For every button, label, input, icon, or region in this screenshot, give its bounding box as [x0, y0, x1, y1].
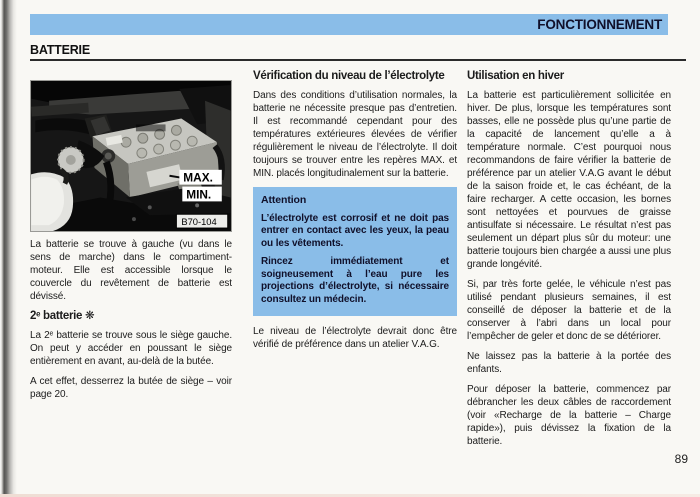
electrolyte-heading: Vérification du niveau de l’électrolyte	[253, 70, 445, 82]
book-binding-edge	[0, 0, 17, 497]
section-title: BATTERIE	[30, 43, 90, 57]
winter-para-2: Si, par très forte gelée, le véhicule n’est pas utilisé pendant plusieurs semaines, il est conseillé de déposer la batterie et de la conserver à l’abri dans un local pour l’empêcher de geler et donc de se détériorer.	[467, 279, 671, 342]
winter-heading: Utilisation en hiver	[467, 70, 564, 82]
max-label: MAX.	[183, 170, 213, 185]
winter-para-4: Pour déposer la batterie, commencez par débrancher les deux câbles de raccordement (voir «Recharge de la batterie – Charge rapide»), puis dévissez la fixation de la batterie.	[467, 384, 671, 447]
header-bar	[30, 14, 668, 35]
section-rule	[30, 59, 686, 61]
min-label: MIN.	[186, 187, 212, 202]
attention-title: Attention	[261, 194, 307, 206]
battery-photo	[30, 80, 232, 232]
page-number: 89	[674, 452, 688, 466]
column-left	[30, 80, 232, 408]
attention-para-1: L’électrolyte est corrosif et ne doit pas entrer en contact avec les yeux, la peau ou les vêtements.	[261, 212, 449, 249]
photo-ref-code: B70-104	[181, 217, 217, 228]
winter-para-1: La batterie est particulièrement sollicitée en hiver. De plus, lorsque les températures sont basses, elle ne possède plus qu’une partie de la capacité de lancement qu’elle a à température normale. C’est pourquoi nous recommandons de faire vérifier la batterie de préférence par un atelier V.A.G avant le début de la saison froide et, le cas échéant, de la faire recharger. A cette occasion, les bornes sont nettoyées et pourvues de graisse antisulfate si nécessaire. Le résultat n’est pas seulement un départ plus sûr du moteur: une batterie toujours bien chargée a aussi une plus grande longévité.	[467, 90, 671, 270]
electrolyte-para-1: Dans des conditions d’utilisation normales, la batterie ne nécessite presque pas d’entretien. Il est recommandé cependant pour des températures extérieures élevées de vérifier régulièrement le niveau de l’électrolyte. Il doit toujours se trouver entre les repères MAX. et MIN. placés longitudinalement sur la batterie.	[253, 90, 457, 179]
winter-para-3: Ne laissez pas la batterie à la portée des enfants.	[467, 351, 671, 375]
second-battery-heading: 2ᵉ batterie ❋	[30, 310, 95, 322]
second-battery-para-2: A cet effet, desserrez la butée de siège – voir page 20.	[30, 376, 232, 400]
header-title: FONCTIONNEMENT	[537, 17, 662, 32]
attention-para-2: Rincez immédiatement et soigneusement à l’eau pure les projections d’électrolyte, si nécessaire consultez un médecin.	[261, 256, 449, 305]
electrolyte-para-2: Le niveau de l’électrolyte devrait donc être vérifié de préférence dans un atelier V.A.G.	[253, 326, 457, 350]
photo-caption: La batterie se trouve à gauche (vu dans le sens de marche) dans le compartiment-moteur. Elle est accessible lorsque le couvercle du revêtement de batterie est dévissé.	[30, 239, 232, 302]
attention-box	[253, 187, 457, 316]
photo-ref-tag	[176, 214, 227, 228]
second-battery-para-1: La 2ᵉ batterie se trouve sous le siège gauche. On peut y accéder en poussant le siège entièrement en avant, au-delà de la butée.	[30, 330, 232, 367]
column-right	[467, 70, 671, 455]
column-middle	[253, 70, 457, 358]
